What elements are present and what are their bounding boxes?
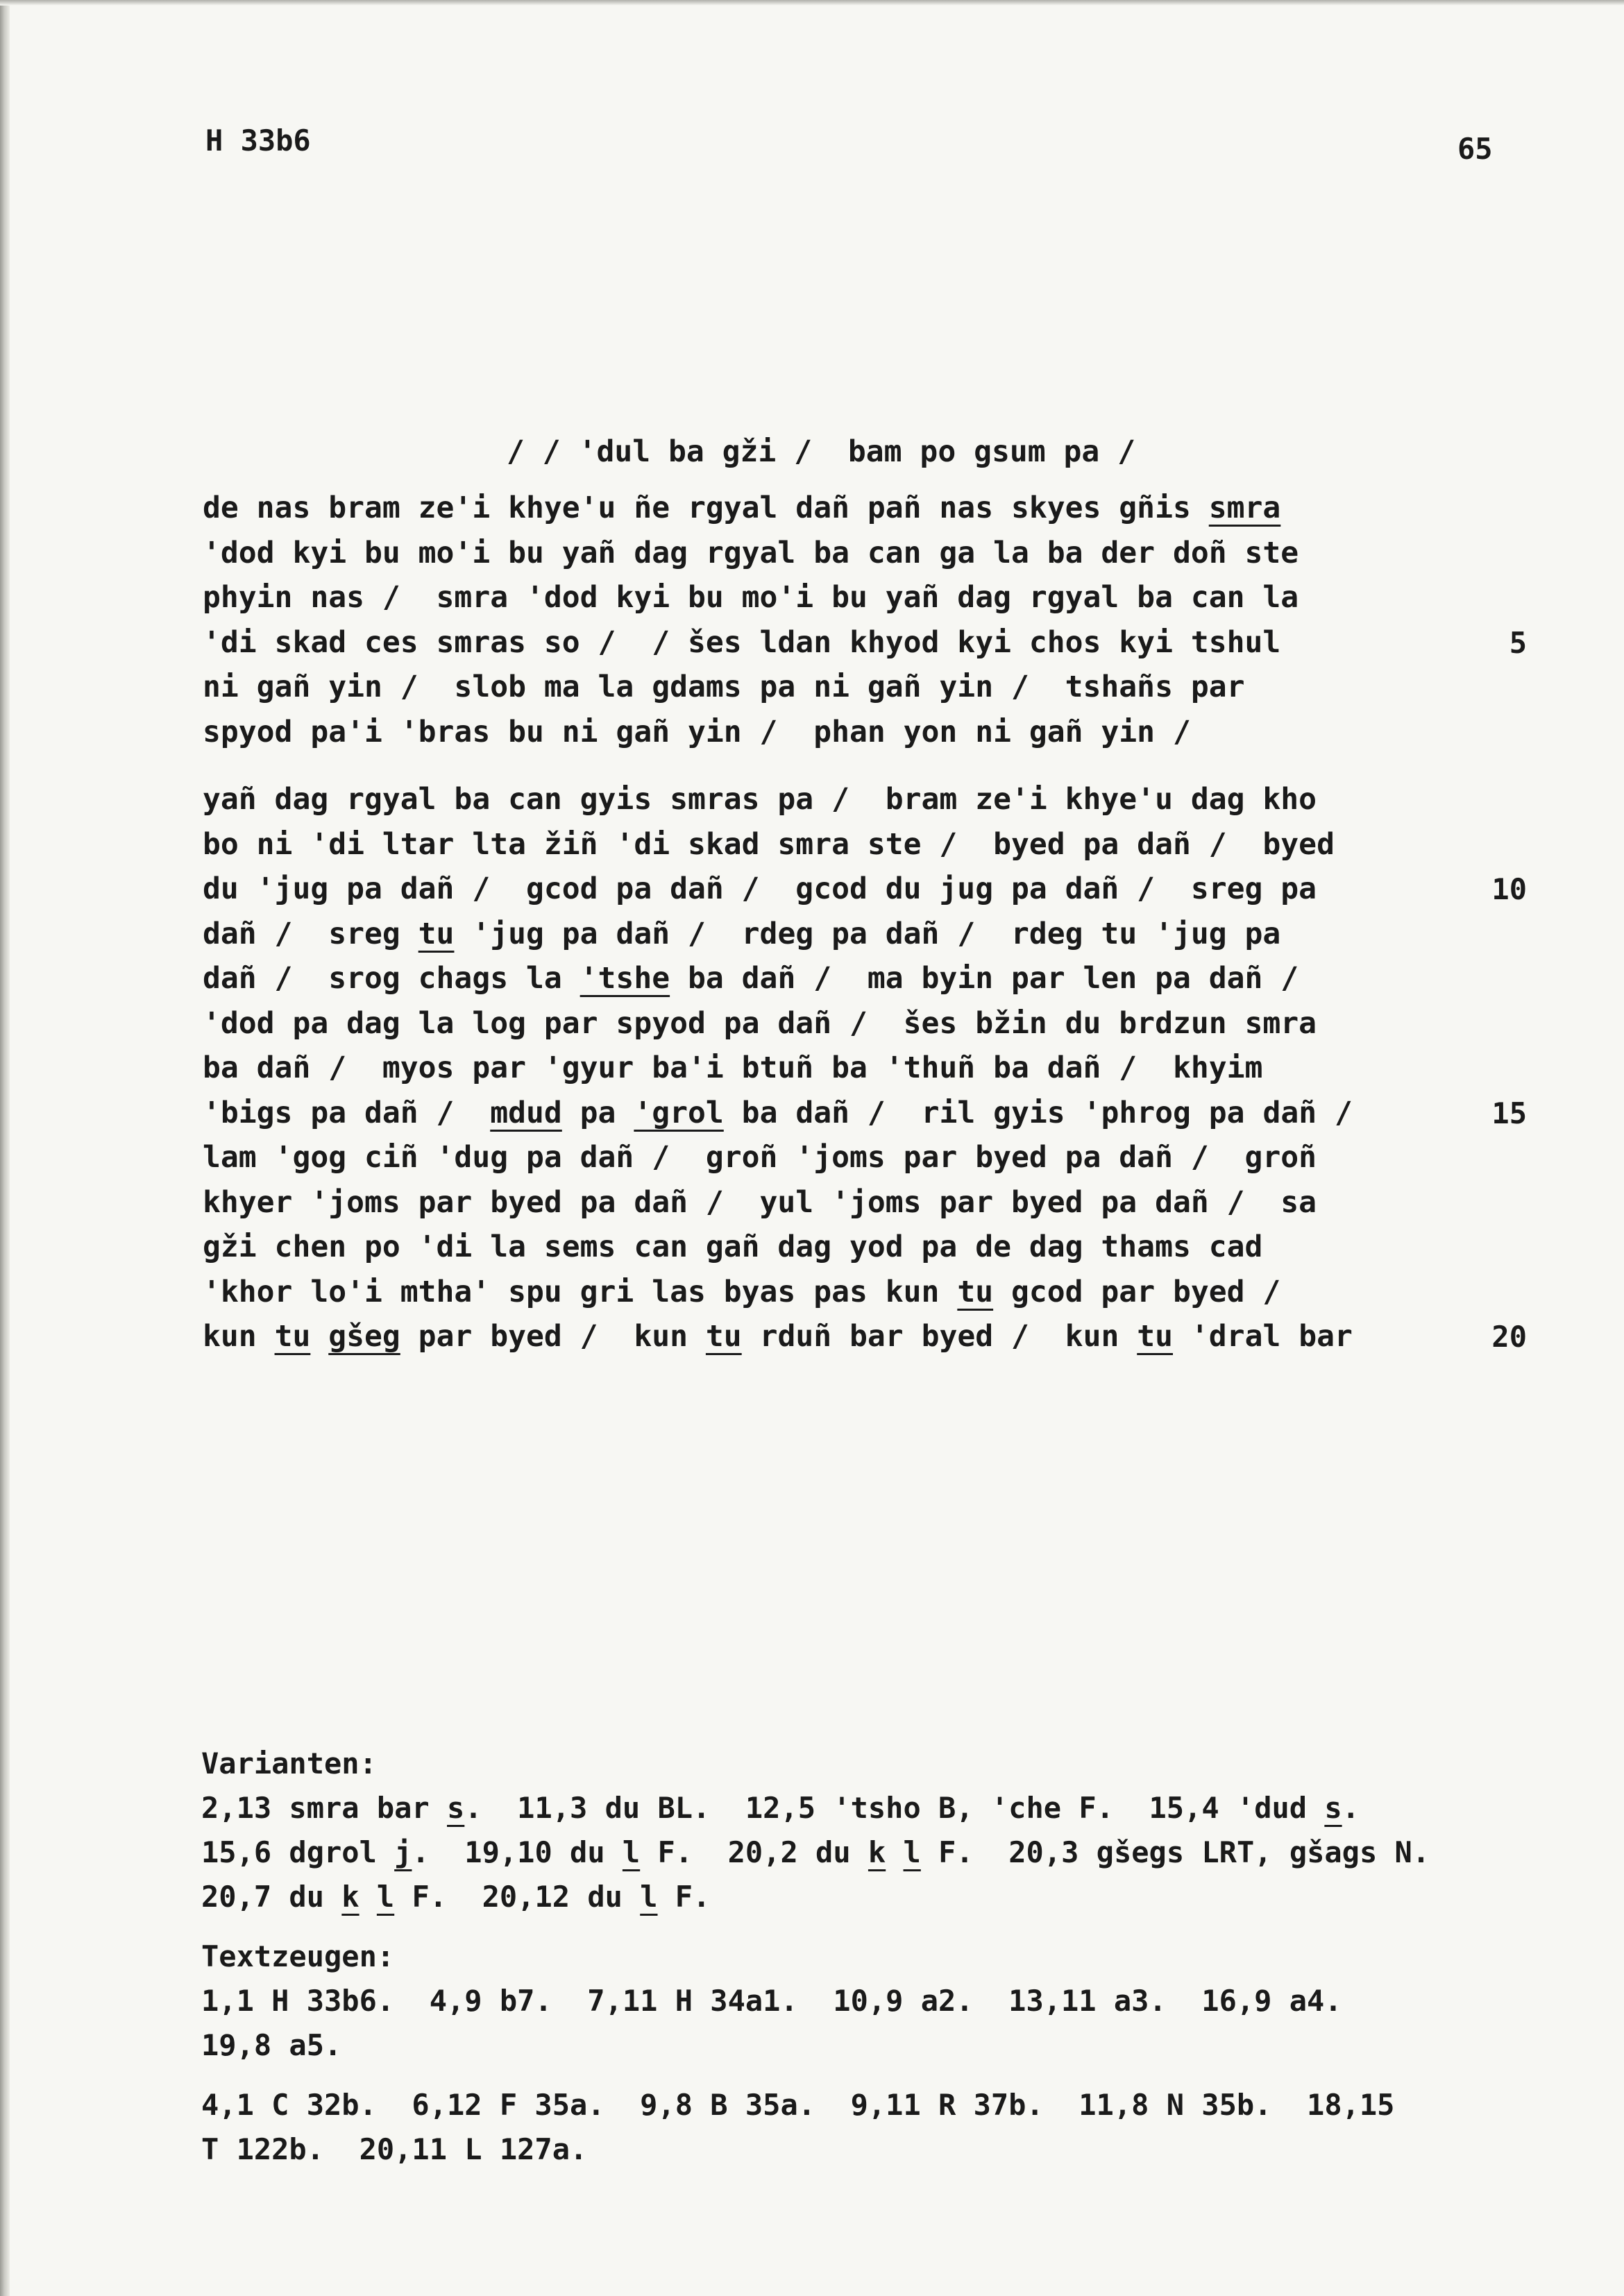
text-segment: . <box>1342 1791 1360 1825</box>
page-number: 65 <box>1457 132 1493 166</box>
text-segment <box>886 1835 903 1869</box>
text-segment: par byed / kun <box>400 1319 706 1354</box>
text-segment: spyod pa'i 'bras bu ni gañ yin / phan yon ni gañ yin / <box>203 714 1191 749</box>
text-segment: bo ni 'di ltar lta žiñ 'di skad smra ste / byed pa dañ / byed <box>203 826 1335 862</box>
text-segment: 'di skad ces smras so / / šes ldan khyod kyi chos kyi tshul <box>203 624 1281 660</box>
text-segment: yañ dag rgyal ba can gyis smras pa / bram ze'i khye'u dag kho <box>203 782 1317 817</box>
underlined-word: smra <box>1208 491 1281 525</box>
text-segment: ni gañ yin / slob ma la gdams pa ni gañ yin / tshañs par <box>203 670 1245 704</box>
underlined-word: k <box>868 1835 886 1869</box>
line-number: 20 <box>1491 1320 1527 1354</box>
text-segment: phyin nas / smra 'dod kyi bu mo'i bu yañ dag rgyal ba can la <box>203 580 1299 615</box>
text-segment: . 11,3 du BL. 12,5 'tsho B, 'che F. 15,4 'dud <box>464 1791 1325 1825</box>
text-line <box>203 777 1353 822</box>
variant-line <box>201 1786 1430 1830</box>
text-segment: 'bigs pa dañ / <box>203 1095 491 1130</box>
text-segment: dañ / sreg <box>203 916 418 951</box>
text-line <box>203 1091 1353 1136</box>
underlined-word: tu <box>1137 1319 1174 1354</box>
textzeugen-heading: Textzeugen: <box>201 1939 395 1973</box>
scan-edge-top <box>0 0 1624 6</box>
text-segment: lam 'gog ciñ 'dug pa dañ / groñ 'joms par byed pa dañ / groñ <box>203 1140 1317 1175</box>
underlined-word: l <box>640 1880 658 1914</box>
variant-line <box>201 1830 1430 1875</box>
underlined-word: l <box>376 1880 395 1914</box>
underlined-word: 'tshe <box>580 961 670 996</box>
text-segment: F. 20,2 du <box>640 1835 868 1869</box>
text-segment <box>360 1880 377 1914</box>
witness-line: T 122b. 20,11 L 127a. <box>201 2132 588 2166</box>
underlined-word: l <box>903 1835 921 1869</box>
text-line <box>203 665 1299 710</box>
text-segment: dañ / srog chags la <box>203 961 580 996</box>
text-segment: khyer 'joms par byed pa dañ / yul 'joms par byed pa dañ / sa <box>203 1184 1317 1220</box>
witness-line: 1,1 H 33b6. 4,9 b7. 7,11 H 34a1. 10,9 a2. 13,11 a3. 16,9 a4. <box>201 1984 1342 2018</box>
text-segment: rduñ bar byed / kun <box>741 1319 1137 1354</box>
text-segment: de nas bram ze'i khye'u ñe rgyal dañ pañ nas skyes gñis <box>203 491 1209 525</box>
section-heading: / / 'dul ba gži / bam po gsum pa / <box>507 434 1136 469</box>
varianten-heading: Varianten: <box>201 1746 377 1780</box>
text-line <box>203 1180 1353 1225</box>
underlined-word: l <box>622 1835 641 1869</box>
text-line <box>203 912 1353 957</box>
text-line <box>203 620 1299 665</box>
varianten-list <box>201 1786 1430 1919</box>
underlined-word: tu <box>418 916 455 951</box>
text-segment <box>310 1319 328 1354</box>
text-segment: F. 20,12 du <box>394 1880 641 1914</box>
scan-edge-left <box>0 0 10 2296</box>
text-line <box>203 1046 1353 1091</box>
text-segment: 'khor lo'i mtha' spu gri las byas pas kun <box>203 1274 958 1309</box>
underlined-word: mdud <box>490 1095 562 1130</box>
text-segment: kun <box>203 1319 275 1354</box>
underlined-word: s <box>447 1791 465 1825</box>
underlined-word: j <box>394 1835 412 1869</box>
text-segment: 20,7 du <box>201 1880 342 1914</box>
text-segment: gcod par byed / <box>993 1274 1281 1309</box>
text-segment: ba dañ / ma byin par len pa dañ / <box>670 961 1299 996</box>
text-segment: 'dral bar <box>1173 1319 1353 1354</box>
text-block-1 <box>203 486 1299 754</box>
text-line <box>203 1001 1353 1046</box>
line-number: 10 <box>1491 872 1527 906</box>
text-segment: ba dañ / ril gyis 'phrog pa dañ / <box>723 1095 1353 1130</box>
variant-line <box>201 1875 1430 1919</box>
text-line <box>203 710 1299 755</box>
text-segment: 'dod kyi bu mo'i bu yañ dag rgyal ba can ga la ba der doñ ste <box>203 535 1299 570</box>
text-segment: 'dod pa dag la log par spyod pa dañ / šes bžin du brdzun smra <box>203 1005 1317 1041</box>
text-line <box>203 956 1353 1001</box>
text-block-2 <box>203 777 1353 1359</box>
textzeugen-list-a <box>201 1979 1430 2068</box>
text-segment: 'jug pa dañ / rdeg pa dañ / rdeg tu 'jug pa <box>454 916 1281 951</box>
text-line <box>203 486 1299 531</box>
underlined-word: s <box>1324 1791 1342 1825</box>
line-number: 5 <box>1509 625 1527 660</box>
underlined-word: 'grol <box>634 1095 724 1130</box>
underlined-word: k <box>341 1880 360 1914</box>
text-line <box>203 1135 1353 1180</box>
witness-line: 19,8 a5. <box>201 2028 342 2062</box>
text-line <box>203 822 1353 867</box>
text-line <box>203 1270 1353 1315</box>
witness-line: 4,1 C 32b. 6,12 F 35a. 9,8 B 35a. 9,11 R 37b. 11,8 N 35b. 18,15 <box>201 2088 1395 2122</box>
text-segment: pa <box>561 1095 634 1130</box>
text-segment: F. 20,3 gšegs LRT, gšags N. <box>920 1835 1430 1869</box>
text-line <box>203 531 1299 576</box>
folio-reference: H 33b6 <box>205 124 311 158</box>
text-line <box>203 1225 1353 1270</box>
text-segment: 15,6 dgrol <box>201 1835 395 1869</box>
text-line <box>203 575 1299 620</box>
text-segment: F. <box>657 1880 711 1914</box>
text-segment: 2,13 smra bar <box>201 1791 448 1825</box>
text-segment: gži chen po 'di la sems can gañ dag yod pa de dag thams cad <box>203 1230 1263 1264</box>
textzeugen-list-b <box>201 2083 1430 2172</box>
text-segment: du 'jug pa dañ / gcod pa dañ / gcod du jug pa dañ / sreg pa <box>203 871 1317 906</box>
underlined-word: tu <box>957 1274 994 1309</box>
text-line <box>203 1314 1353 1359</box>
underlined-word: gšeg <box>328 1319 400 1354</box>
underlined-word: tu <box>274 1319 311 1354</box>
critical-apparatus <box>201 1742 1430 2172</box>
underlined-word: tu <box>705 1319 742 1354</box>
text-line <box>203 867 1353 912</box>
text-segment: . 19,10 du <box>412 1835 623 1869</box>
text-segment: ba dañ / myos par 'gyur ba'i btuñ ba 'thuñ ba dañ / khyim <box>203 1051 1263 1085</box>
line-number: 15 <box>1491 1096 1527 1130</box>
